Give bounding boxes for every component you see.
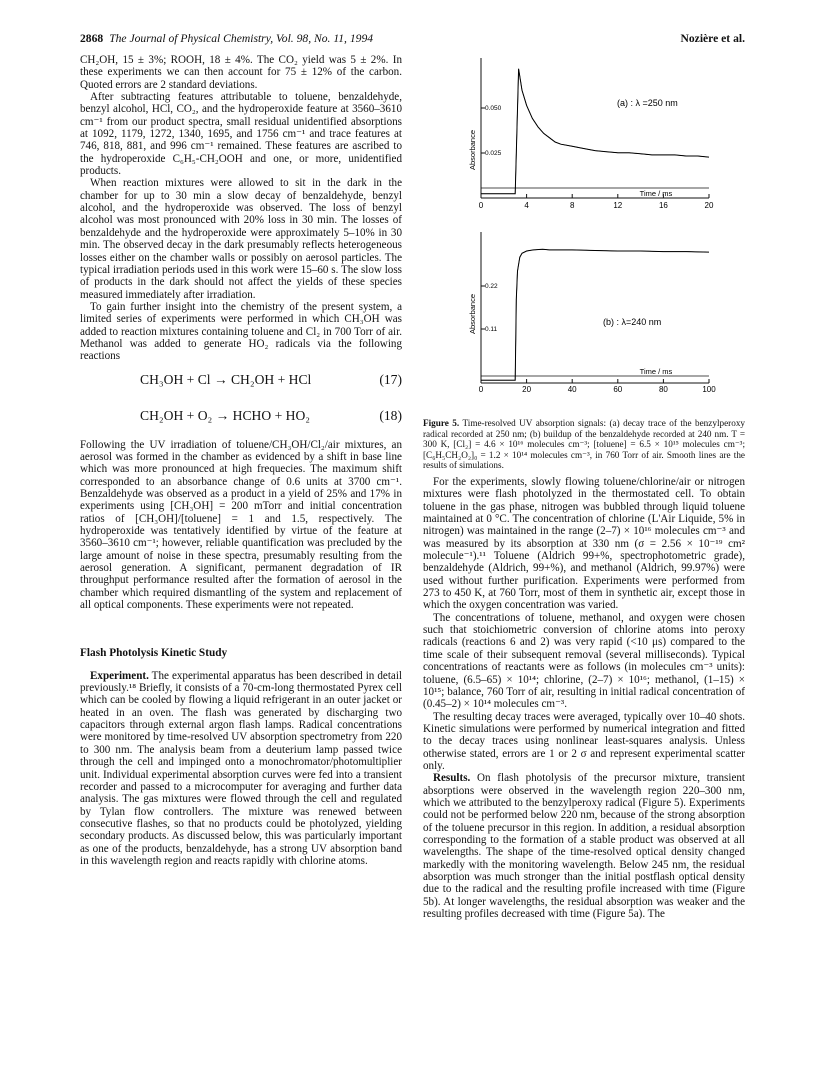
experiment-text: The experimental apparatus has been described in detail previously.¹⁸ Briefly, it consists of a 70-cm-long thermostated Pyrex cell which can be cooled by flowing a liquid refrigerant in an outer jacket or heated in an oven. The flash was generated by discharging two capacitors through external argon flash lamps. Radical concentrations were monitored by time-resolved UV absorption spectrometry from 220 to 300 nm. The analysis beam from a deuterium lamp passed twice through the cell and impinged onto a monochromator/photomultiplier unit. Individual experimental absorption curves were fed into a transient recorder and passed to a microcomputer for averaging and further data analysis. The gas mixtures were flowed through the cell and regulated by Tylan flow controllers. The mixture was renewed between consecutive flashes, so that no products could be photolyzed, yielding secondary products. As discussed below, this was particularly important as one of the products, benzaldehyde, has a strong UV absorption band in this wavelength region and reacts rapidly with chlorine atoms. (80, 669, 402, 867)
panel-a-xtick-2: 8 (569, 201, 575, 210)
paragraph-aerosol: Following the UV irradiation of toluene/CH₃OH/Cl₂/air mixtures, an aerosol was formed in the chamber as evidenced by a shift in base line which was more pronounced at high frequecies. The maximum shift corresponded to an absorbance change of 0.6 units at 3700 cm⁻¹. Benzaldehyde was observed as a product in a yield of 25% and 17% in experiments using [CH₃OH] = 200 mTorr and initial concentration ratios of [CH₃OH]/[toluene] = 1 and 1.5, respectively. The hydroperoxide was tentatively identified by virtue of the feature at 3560–3610 cm⁻¹; however, reliable quantification was precluded by the large amount of noise in these spectra, presumably resulting from the aerosol generation. A significant, permanent degradation of IR throughput performance resulted after the formation of aerosol in the chamber which required dismantling of the system and replacement of all optical components. These experiments were not repeated. (80, 438, 402, 612)
panel-a-ytick-0: 0.050 (485, 105, 502, 112)
figure-5-svg (423, 52, 745, 414)
equation-18-number: (18) (379, 407, 402, 423)
running-header (80, 32, 745, 48)
panel-b-xlabel: Time / ms (639, 367, 673, 376)
paragraph-experiment (80, 670, 402, 868)
panel-b-ytick-1: 0.11 (485, 326, 498, 333)
panel-b-ytick-0: 0.22 (485, 283, 498, 290)
section-heading: Flash Photolysis Kinetic Study (80, 647, 228, 660)
results-runin: Results. (433, 772, 471, 785)
equation-18 (80, 401, 402, 435)
paragraph-continuation: CH₂OH, 15 ± 3%; ROOH, 18 ± 4%. The CO₂ yield was 5 ± 2%. In these experiments we can then account for 75 ± 12% of the carbon. Quoted errors are 2 standard deviations. (80, 54, 402, 91)
equation-17 (80, 365, 402, 399)
panel-b-xtick-5: 100 (702, 385, 716, 394)
panel-a-label: (a) : λ =250 nm (617, 98, 678, 108)
panel-a-ylabel: Absorbance (468, 129, 477, 171)
panel-b-trace-simulation (481, 249, 709, 380)
panel-b-xticks (479, 385, 716, 394)
equation-17-number: (17) (379, 371, 402, 387)
caption-text: Time-resolved UV absorption signals: (a) decay trace of the benzylperoxy radical recorded at 250 nm; (b) buildup of the benzaldehyde recorded at 240 nm. T = 300 K, [Cl₂] = 4.6 × 10¹⁶ molecules cm⁻³; [toluene] = 6.5 × 10¹⁵ molecules cm⁻³; [C₆H₅CH₂O₂]₀ = 1.2 × 10¹⁴ molecules cm⁻³, in 760 Torr of air. Smooth lines are the results of simulations. (423, 418, 746, 471)
panel-a-xticks (479, 201, 714, 210)
panel-b-xtick-3: 60 (613, 385, 623, 394)
panel-a-trace-simulation (481, 69, 709, 194)
panel-a-ytick-1: 0.025 (485, 150, 502, 157)
panel-a-plot (481, 69, 709, 194)
panel-a-xtick-3: 12 (613, 201, 623, 210)
panel-a-xtick-marks (527, 194, 709, 198)
panel-b-xtick-1: 20 (522, 385, 532, 394)
panel-a-trace-noisy (481, 69, 708, 194)
header-authors: Nozière et al. (680, 32, 745, 45)
figure-5-caption (423, 418, 745, 471)
caption-label: Figure 5. (423, 418, 460, 428)
paragraph-flow-conditions: For the experiments, slowly flowing toluene/chlorine/air or nitrogen mixtures were flash photolyzed in the thermostated cell. To obtain toluene in the gas phase, nitrogen was bubbled through liquid toluene maintained at 0 °C. The concentration of chlorine (L'Air Liquide, 5% in nitrogen) was maintained in the range (2–7) × 10¹⁶ molecules cm⁻³ and was measured by its absorption at 330 nm (σ = 2.56 × 10⁻¹⁹ cm² molecule⁻¹).¹¹ Toluene (Aldrich 99+%, spectrophotometric grade), benzaldehyde (Aldrich, 99+%), and methanol (Aldrich, 99.97%) were used without further purification. Experiments were performed from 273 to 450 K, at 760 Torr, most of them in synthetic air, except those in which the oxygen concentration was varied. (423, 476, 745, 612)
equation-17-text: CH₃OH + Cl → CH₂OH + HCl (140, 371, 312, 387)
paragraph-simulations: The resulting decay traces were averaged, typically over 10–40 shots. Kinetic simulations were performed by numerical integration and fitted to the decay traces using nonlinear least-squares analysis. Unless otherwise stated, errors are 1 or 2 σ and represent experimental scatter only. (423, 710, 745, 772)
panel-b-xtick-4: 80 (658, 385, 668, 394)
panel-a-xtick-0: 0 (478, 201, 484, 210)
paragraph-methanol-experiments: To gain further insight into the chemistry of the present system, a limited series of experiments were performed in which CH₃OH was added to reaction mixtures containing toluene and Cl₂ in 700 Torr of air. Methanol was added to generate HO₂ radicals via the following reactions (80, 300, 402, 363)
panel-a (468, 58, 714, 210)
left-column (80, 54, 402, 867)
results-text: On flash photolysis of the precursor mixture, transient absorptions were observed in the wavelength region 220–300 nm, which we attributed to the benzylperoxy radical (Figure 5). Experiments could not be performed below 220 nm, because of the strong absorption of the toluene precursor in this region. In addition, a residual absorption corresponding to the formation of a stable product was observed at all wavelengths. The shape of the time-resolved optical density changed markedly with the monitoring wavelength. Below 245 nm, the residual absorption was much stronger than the initial postflash optical density due to the radical and the resulting profile increased with time (Figure 5b). At longer wavelengths, the residual absorption was weaker and the resulting profiles decreased with time (Figure 5a). The (423, 772, 745, 921)
panel-b-plot (481, 249, 709, 380)
panel-b-xtick-marks (527, 379, 709, 383)
panel-b (468, 232, 716, 394)
panel-b-xtick-0: 0 (478, 385, 484, 394)
panel-a-xtick-5: 20 (704, 201, 714, 210)
journal-citation: The Journal of Physical Chemistry, Vol. 98, No. 11, 1994 (109, 32, 374, 45)
header-left (80, 32, 373, 45)
panel-a-xtick-4: 16 (658, 201, 668, 210)
paragraph-dark-decay: When reaction mixtures were allowed to sit in the dark in the chamber for up to 30 min a slow decay of benzaldehyde, benzyl alcohol, and the hydroperoxide was observed. The loss of benzyl alcohol was most pronounced with 20% loss in 30 min. The losses of benzaldehyde and the hydroperoxide were approximately 5–10% in 30 min. The observed decay in the dark presumably reflects heterogeneous losses either on the chamber walls or possibly on aerosol particles. The typical irradiation periods used in this work were 15–60 s. The slow loss of products in the dark should not affect the yields of these species measured immediately after irradiation. (80, 177, 402, 301)
panel-b-xtick-2: 40 (567, 385, 577, 394)
page-number: 2868 (80, 32, 104, 45)
panel-a-xtick-1: 4 (524, 201, 529, 210)
equation-18-text: CH₂OH + O₂ → HCHO + HO₂ (140, 407, 311, 423)
right-column (423, 476, 745, 920)
experiment-runin: Experiment. (90, 669, 149, 682)
figure-5 (423, 52, 745, 414)
paragraph-results (423, 772, 745, 920)
paragraph-residual-absorptions: After subtracting features attributable to toluene, benzaldehyde, benzyl alcohol, HCl, CO₂, and the hydroperoxide feature at 3560–3610 cm⁻¹ from our product spectra, small residual unidentified absorptions at 1092, 1179, 1272, 1340, 1695, and 1756 cm⁻¹ and trace features at 746, 818, 881, and 996 cm⁻¹ remained. These features are ascribed to the hydroperoxide C₆H₅-CH₂OOH and one, or more, unidentified products. (80, 91, 402, 178)
panel-b-ylabel: Absorbance (468, 293, 477, 335)
paragraph-concentrations: The concentrations of toluene, methanol, and oxygen were chosen such that stoichiometric conversion of chlorine atoms into peroxy radicals (reactions 6 and 2) was very rapid (<10 μs) compared to the time scale of their subsequent removal (several milliseconds). Typical concentrations of reactants were as follows (in molecules cm⁻³ units): toluene, (6.5–65) × 10¹⁴; chlorine, (2–7) × 10¹⁶; methanol, (1–15) × 10¹⁵; balance, 760 Torr of air, resulting in initial radical concentration of (0.45–2) × 10¹⁴ molecules cm⁻³. (423, 611, 745, 711)
panel-b-trace-noisy (481, 249, 706, 380)
panel-a-xlabel: Time / ms (639, 189, 673, 198)
panel-b-label: (b) : λ=240 nm (603, 317, 662, 327)
